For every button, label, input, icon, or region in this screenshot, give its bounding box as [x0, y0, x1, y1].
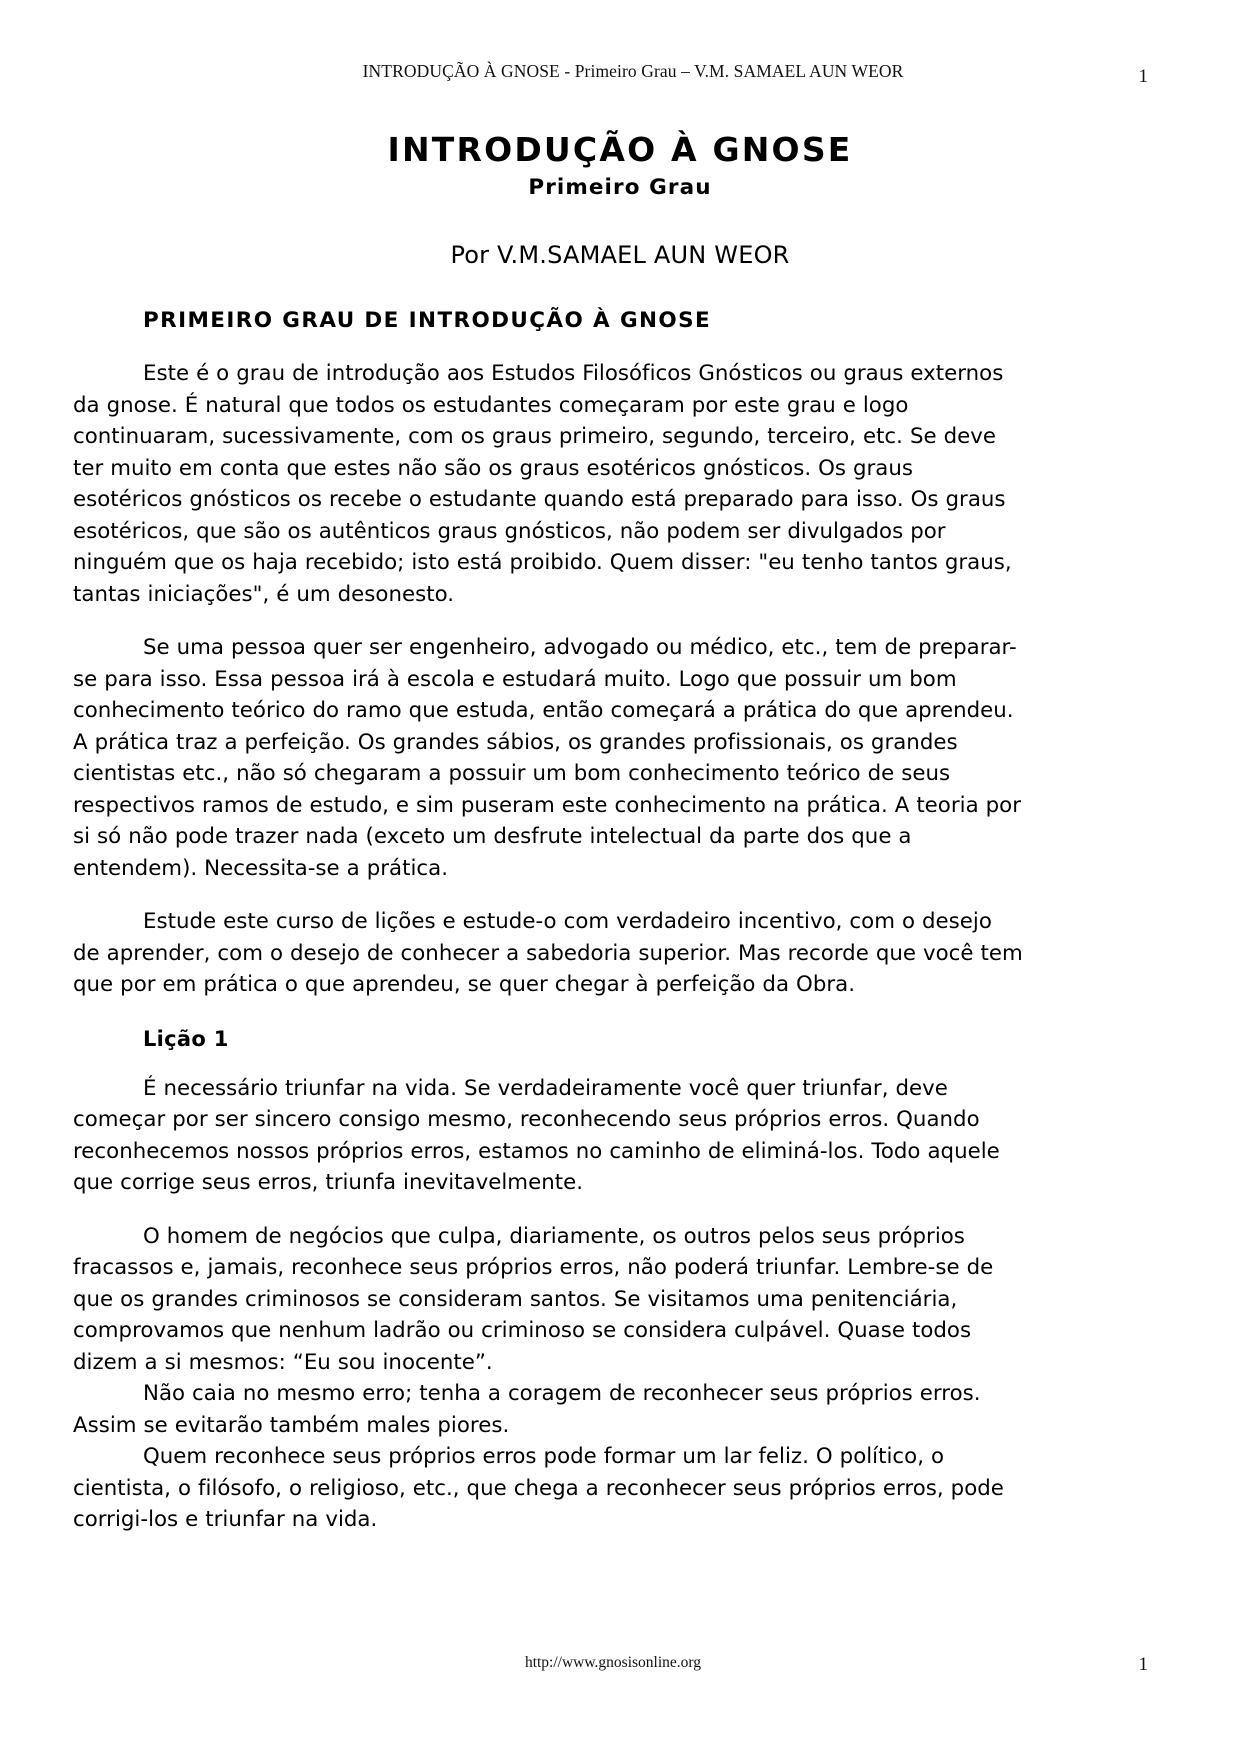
document-author: Por V.M.SAMAEL AUN WEOR [450, 241, 790, 269]
lesson-heading: Lição 1 [143, 1026, 229, 1051]
spacer [73, 1001, 1023, 1025]
document-body [73, 300, 1023, 1536]
footer-page-number: 1 [1138, 1654, 1148, 1675]
spacer [73, 884, 1023, 906]
paragraph-4: É necessário triunfar na vida. Se verdadeiramente você quer triunfar, deve começar por ser sincero consigo mesmo, reconhecendo seus próprios erros. Quando reconhecemos nossos próprios erros, estamos no caminho de eliminá-los. Todo aquele que corrige seus erros, triunfa inevitavelmente. [73, 1075, 1000, 1195]
running-header-page-number: 1 [1138, 66, 1148, 87]
spacer [73, 1053, 1023, 1073]
paragraph-1: Este é o grau de introdução aos Estudos Filosóficos Gnósticos ou graus externos da gnose. É natural que todos os estudantes começaram por este grau e logo continuaram, sucessivamente, com os graus primeiro, segundo, terceiro, etc. Se deve ter muito em conta que estes não são os graus esotéricos gnósticos. Os graus esotéricos gnósticos os recebe o estudante quando está preparado para isso. Os graus esotéricos, que são os autênticos graus gnósticos, não podem ser divulgados por ninguém que os haja recebido; isto está proibido. Quem disser: "eu tenho tantos graus, tantas iniciações", é um desonesto. [73, 361, 1012, 607]
section-heading: PRIMEIRO GRAU DE INTRODUÇÃO À GNOSE [143, 308, 712, 333]
paragraph-5: O homem de negócios que culpa, diariamente, os outros pelos seus próprios fracassos e, jamais, reconhece seus próprios erros, não poderá triunfar. Lembre-se de que os grandes criminosos se consideram santos. Se visitamos uma penitenciária, comprovamos que nenhum ladrão ou criminoso se considera culpável. Quase todos dizem a si mesmos: “Eu sou inocente”. [73, 1223, 994, 1375]
paragraph-6: Não caia no mesmo erro; tenha a coragem de reconhecer seus próprios erros. Assim se evitarão também males piores. [73, 1381, 981, 1438]
title-block [0, 130, 1240, 270]
paragraph-3: Estude este curso de lições e estude-o com verdadeiro incentivo, com o desejo de aprender, com o desejo de conhecer a sabedoria superior. Mas recorde que você tem que por em prática o que aprendeu, se quer chegar à perfeição da Obra. [73, 909, 1023, 997]
document-subtitle: Primeiro Grau [528, 175, 712, 200]
paragraph-7: Quem reconhece seus próprios erros pode formar um lar feliz. O político, o cientista, o filósofo, o religioso, etc., que chega a reconhecer seus próprios erros, pode corrigi-los e triunfar na vida. [73, 1444, 1004, 1532]
paragraph-2: Se uma pessoa quer ser engenheiro, advogado ou médico, etc., tem de preparar-se para isso. Essa pessoa irá à escola e estudará muito. Logo que possuir um bom conhecimento teórico do ramo que estuda, então começará a prática do que aprendeu. A prática traz a perfeição. Os grandes sábios, os grandes profissionais, os grandes cientistas etc., não só chegaram a possuir um bom conhecimento teórico de seus respectivos ramos de estudo, e sim puseram este conhecimento na prática. A teoria por si só não pode trazer nada (exceto um desfrute intelectual da parte dos que a entendem). Necessita-se a prática. [73, 635, 1021, 881]
spacer [73, 1199, 1023, 1221]
spacer [73, 336, 1023, 358]
spacer [73, 610, 1023, 632]
running-header-title: INTRODUÇÃO À GNOSE - Primeiro Grau – V.M. SAMAEL AUN WEOR [362, 61, 904, 81]
document-title: INTRODUÇÃO À GNOSE [387, 130, 853, 169]
page-footer [0, 1653, 1240, 1683]
footer-url: http://www.gnosisonline.org [524, 1654, 702, 1671]
running-header [0, 60, 1240, 88]
